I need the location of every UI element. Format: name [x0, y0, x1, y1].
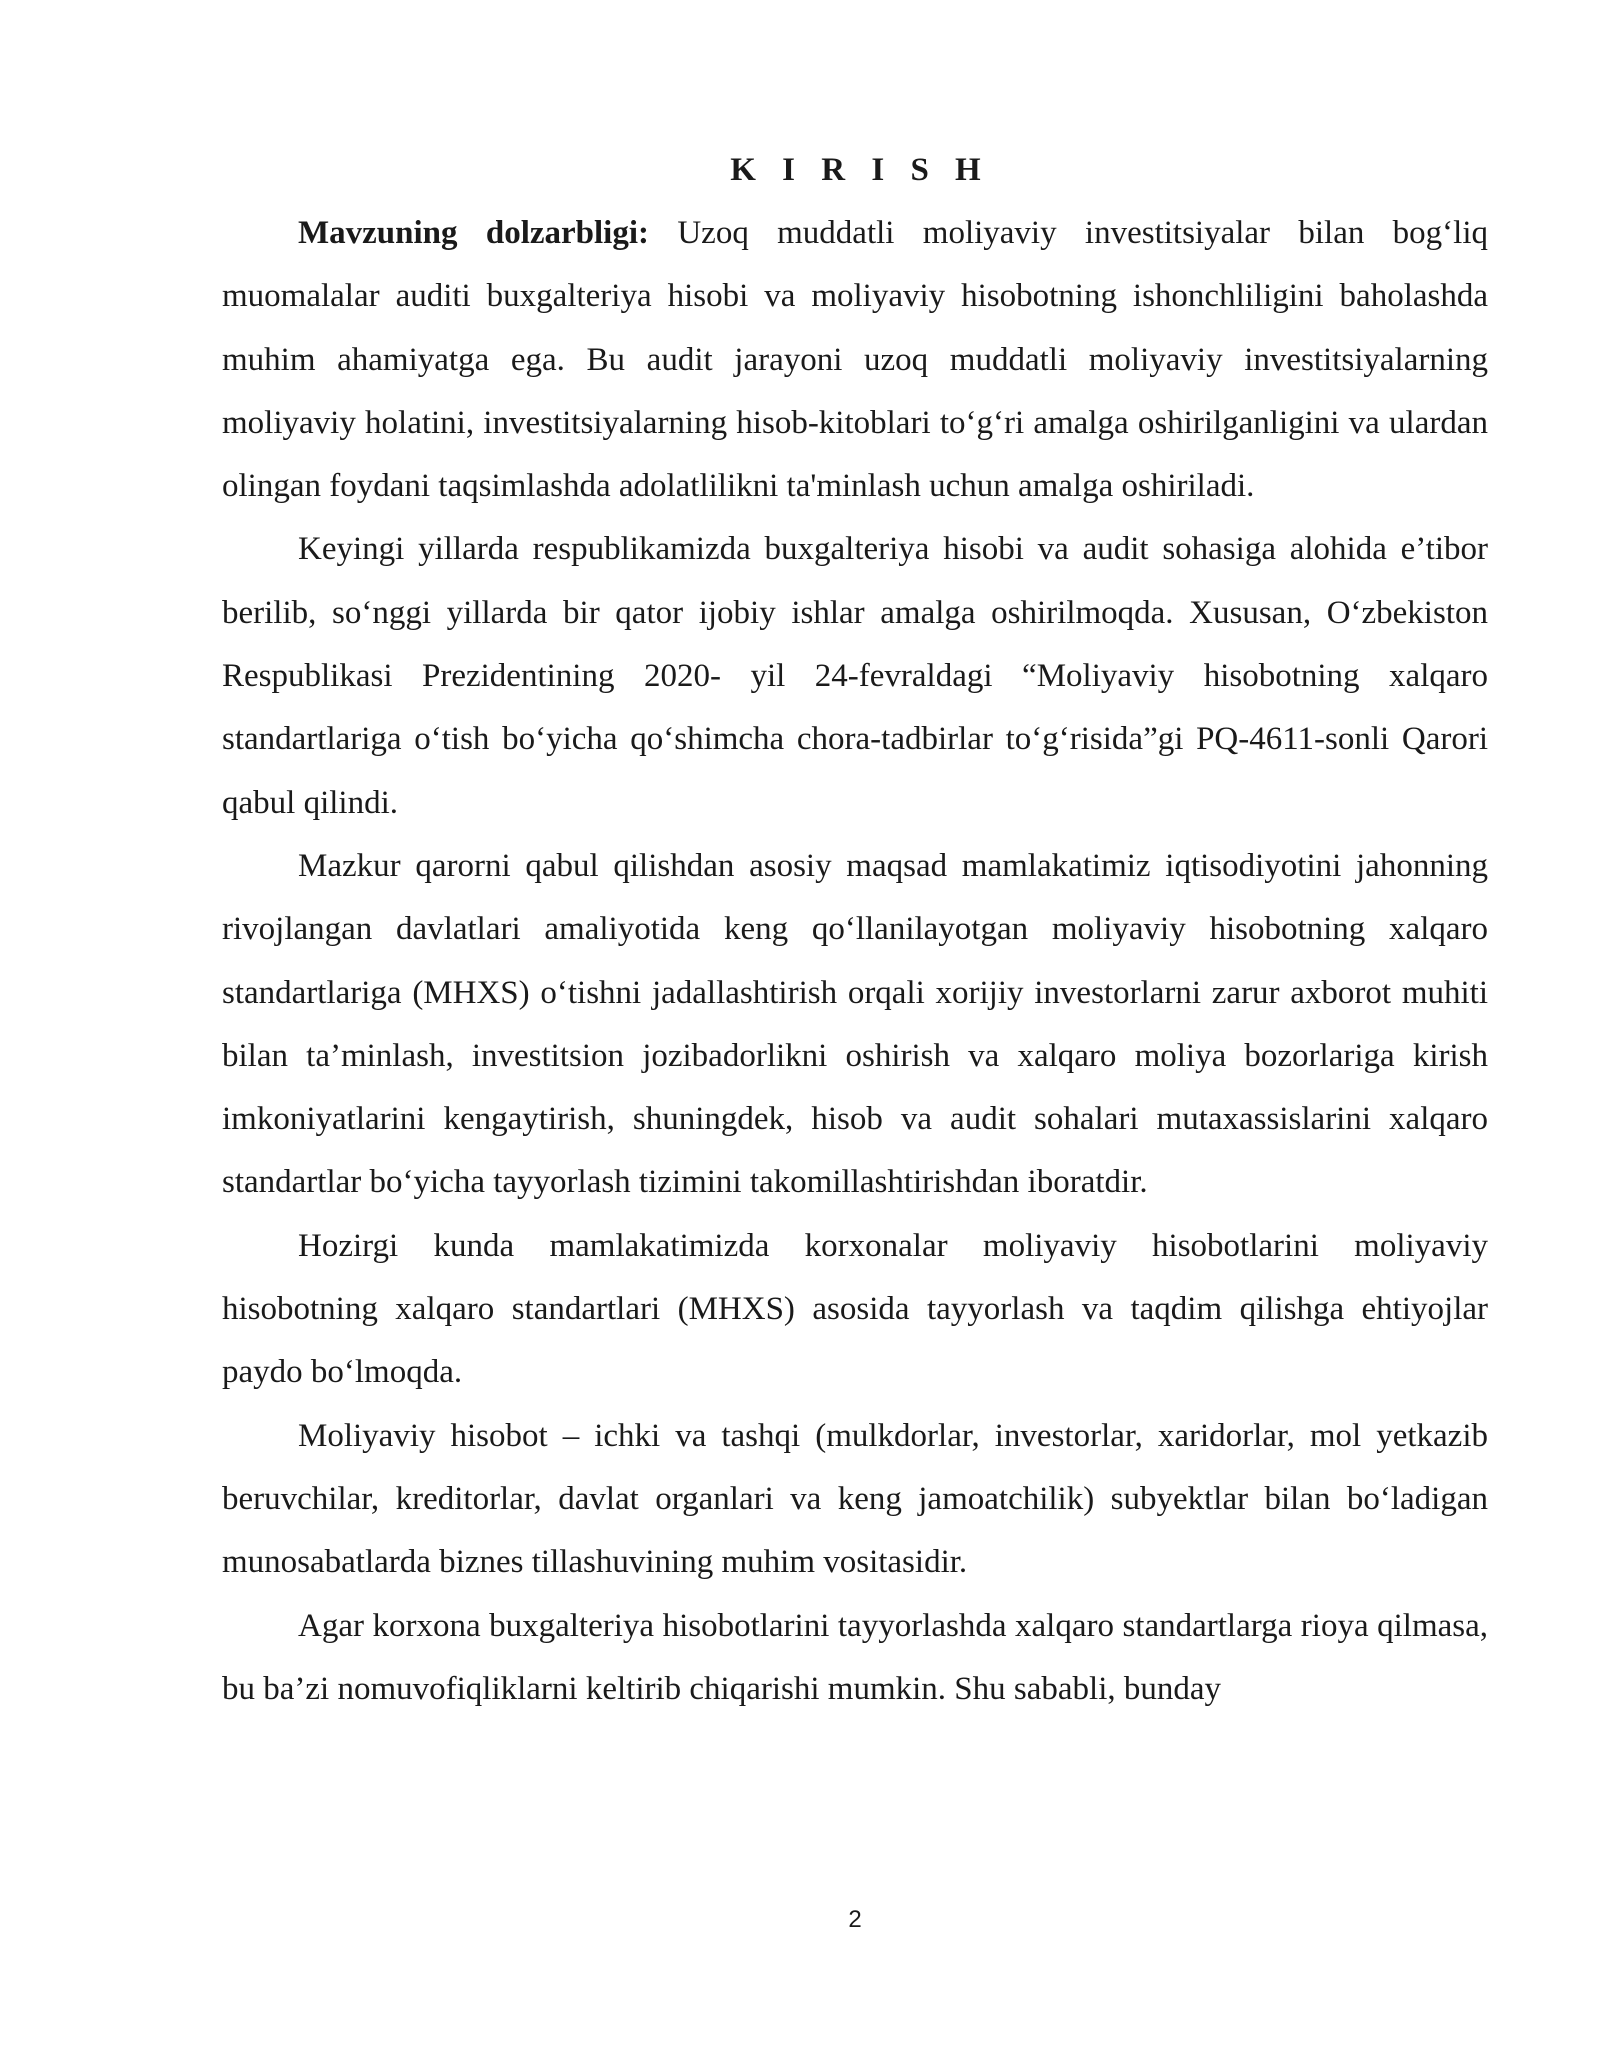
page-number: 2 — [848, 1906, 862, 1933]
paragraph-financial-report: Moliyaviy hisobot – ichki va tashqi (mulkdorlar, investorlar, xaridorlar, mol yetkazib beruvchilar, kreditorlar, davlat organlari va keng jamoatchilik) subyektlar bilan bo‘ladigan munosabatlarda biznes tillashuvining muhim vositasidir. — [222, 1417, 1488, 1581]
paragraph-standards-compliance: Agar korxona buxgalteriya hisobotlarini tayyorlashda xalqaro standartlarga rioya qilmasa, bu ba’zi nomuvofiqliklarni keltirib chiqarishi mumkin. Shu sababli, bunday — [222, 1607, 1488, 1707]
page-title: K I R I S H — [730, 152, 990, 188]
paragraph-text: Uzoq muddatli moliyaviy investitsiyalar bilan bog‘liq muomalalar auditi buxgalteriya hisobi va moliyaviy hisobotning ishonchliligini baholashda muhim ahamiyatga ega. Bu audit jarayoni uzoq muddatli moliyaviy investitsiyalarning moliyaviy holatini, investitsiyalarning hisob-kitoblari to‘g‘ri amalga oshirilganligini va ulardan olingan foydani taqsimlashda adolatlilikni ta'minlash uchun amalga oshiriladi. — [222, 215, 1488, 505]
body-text — [222, 202, 1488, 1721]
paragraph-relevance — [222, 202, 1488, 518]
paragraph-lead: Mavzuning dolzarbligi: — [298, 215, 650, 251]
paragraph-decree-goal: Mazkur qarorni qabul qilishdan asosiy maqsad mamlakatimiz iqtisodiyotini jahonning rivojlangan davlatlari amaliyotida keng qo‘llanilayotgan moliyaviy hisobotning xalqaro standartlariga (MHXS) o‘tishni jadallashtirish orqali xorijiy investorlarni zarur axborot muhiti bilan ta’minlash, investitsion jozibadorlikni oshirish va xalqaro moliya bozorlariga kirish imkoniyatlarini kengaytirish, shuningdek, hisob va audit sohalari mutaxassislarini xalqaro standartlar bo‘yicha tayyorlash tizimini takomillashtirishdan iboratdir. — [222, 847, 1488, 1201]
paragraph-recent-years: Keyingi yillarda respublikamizda buxgalteriya hisobi va audit sohasiga alohida e’tibor berilib, so‘nggi yillarda bir qator ijobiy ishlar amalga oshirilmoqda. Xususan, O‘zbekiston Respublikasi Prezidentining 2020- yil 24-fevraldagi “Moliyaviy hisobotning xalqaro standartlariga o‘tish bo‘yicha qo‘shimcha chora-tadbirlar to‘g‘risida”gi PQ-4611-sonli Qarori qabul qilindi. — [222, 531, 1488, 821]
paragraph-current-needs: Hozirgi kunda mamlakatimizda korxonalar moliyaviy hisobotlarini moliyaviy hisobotning xalqaro standartlari (MHXS) asosida tayyorlash va taqdim qilishga ehtiyojlar paydo bo‘lmoqda. — [222, 1227, 1488, 1391]
